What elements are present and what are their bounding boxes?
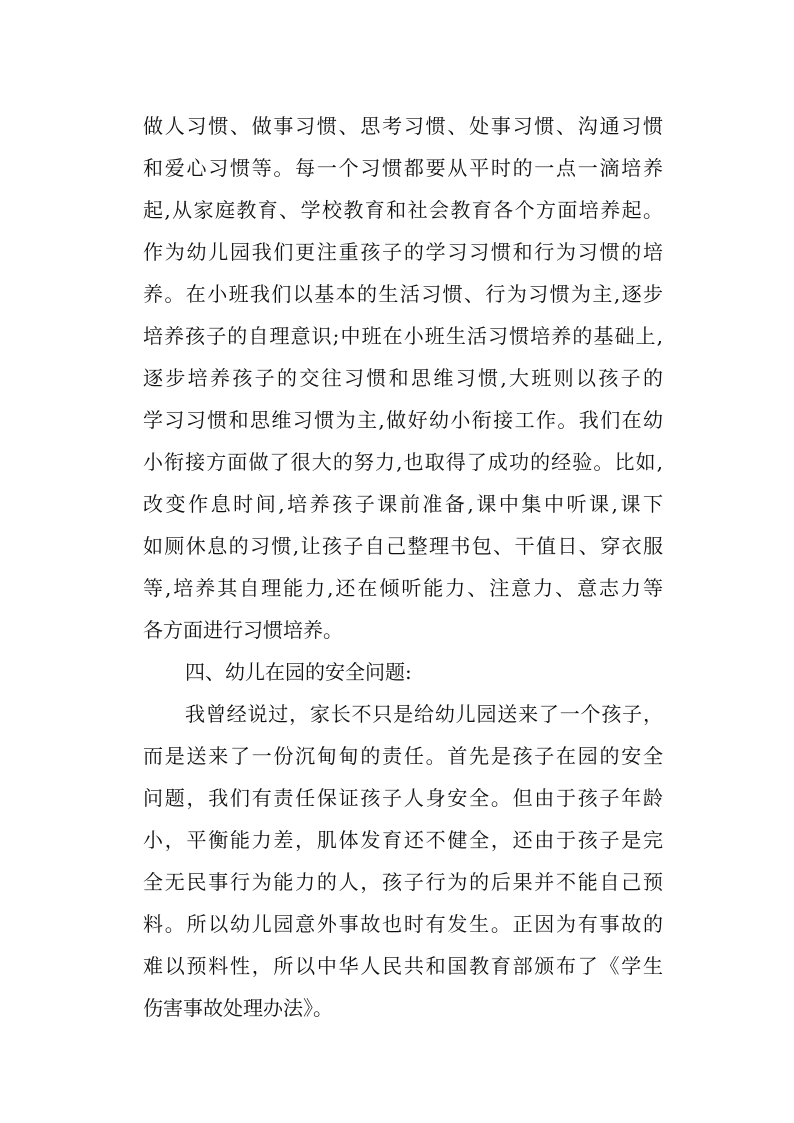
text-line: 而是送来了一份沉甸甸的责任。首先是孩子在园的安全 <box>143 744 663 768</box>
text-line: 改变作息时间,培养孩子课前准备,课中集中听课,课下 <box>143 492 663 516</box>
text-line: 和爱心习惯等。每一个习惯都要从平时的一点一滴培养 <box>143 156 663 180</box>
text-line: 全无民事行为能力的人，孩子行为的后果并不能自己预 <box>143 870 663 894</box>
text-line: 如厕休息的习惯,让孩子自己整理书包、干值日、穿衣服 <box>143 534 663 558</box>
text-line: 问题，我们有责任保证孩子人身安全。但由于孩子年龄 <box>143 786 663 810</box>
text-line: 养。在小班我们以基本的生活习惯、行为习惯为主,逐步 <box>143 282 663 306</box>
document-body <box>143 105 663 1029</box>
text-line: 做人习惯、做事习惯、思考习惯、处事习惯、沟通习惯 <box>143 114 663 138</box>
text-line: 各方面进行习惯培养。 <box>143 618 343 642</box>
text-line: 等,培养其自理能力,还在倾听能力、注意力、意志力等 <box>143 576 663 600</box>
text-line: 逐步培养孩子的交往习惯和思维习惯,大班则以孩子的 <box>143 366 663 390</box>
text-line: 起,从家庭教育、学校教育和社会教育各个方面培养起。 <box>143 198 663 222</box>
text-line: 学习习惯和思维习惯为主,做好幼小衔接工作。我们在幼 <box>143 408 663 432</box>
text-line: 我曾经说过，家长不只是给幼儿园送来了一个孩子， <box>185 702 663 726</box>
text-line: 小衔接方面做了很大的努力,也取得了成功的经验。比如, <box>143 450 663 474</box>
text-line: 作为幼儿园我们更注重孩子的学习习惯和行为习惯的培 <box>143 240 663 264</box>
section-heading: 四、幼儿在园的安全问题: <box>185 660 412 684</box>
text-line: 伤害事故处理办法》。 <box>143 996 333 1020</box>
text-line: 培养孩子的自理意识;中班在小班生活习惯培养的基础上, <box>143 324 663 348</box>
text-line: 小，平衡能力差，肌体发育还不健全，还由于孩子是完 <box>143 828 663 852</box>
text-line: 料。所以幼儿园意外事故也时有发生。正因为有事故的 <box>143 912 663 936</box>
text-line: 难以预料性，所以中华人民共和国教育部颁布了《学生 <box>143 954 663 978</box>
